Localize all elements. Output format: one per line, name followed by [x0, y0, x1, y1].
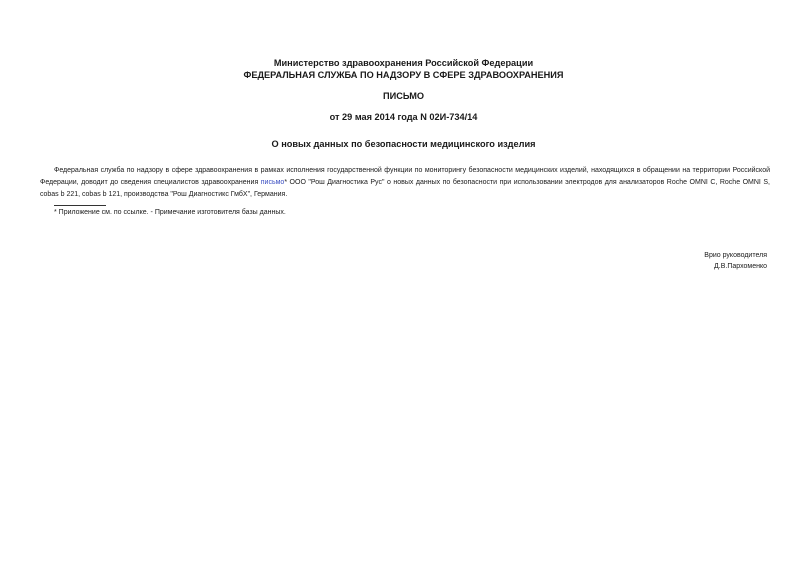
document-type: ПИСЬМО	[382, 91, 425, 101]
document-subject: О новых данных по безопасности медицинского изделия	[271, 139, 536, 149]
footnote-text: * Приложение см. по ссылке. - Примечание изготовителя базы данных.	[54, 209, 286, 216]
footnote-mark: *	[284, 179, 288, 186]
document-date-number: от 29 мая 2014 года N 02И-734/14	[329, 112, 478, 122]
ministry-heading: Министерство здравоохранения Российской Федерации	[273, 58, 534, 68]
footnote-divider	[54, 205, 106, 206]
signature-position: Врио руководителя	[704, 252, 767, 259]
letter-link[interactable]: письмо	[260, 179, 285, 186]
body-paragraph	[40, 165, 770, 201]
service-heading: ФЕДЕРАЛЬНАЯ СЛУЖБА ПО НАДЗОРУ В СФЕРЕ ЗДРАВООХРАНЕНИЯ	[243, 70, 564, 80]
body-text-part2: ООО "Рош Диагностика Рус" о новых данных по безопасности при использовании электродов для анализаторов Roche OMNI C, Roche OMNI S, cobas b 221, cobas b 121, производства "Рош Диагностикс ГмбХ", Германия.	[40, 179, 770, 198]
body-text-part1: Федеральная служба по надзору в сфере здравоохранения в рамках исполнения государственной функции по мониторингу безопасности медицинских изделий, находящихся в обращении на территории Российской Федерации, доводит до сведения специалистов здравоохранения	[40, 167, 770, 186]
signature-name: Д.В.Пархоменко	[714, 263, 767, 270]
